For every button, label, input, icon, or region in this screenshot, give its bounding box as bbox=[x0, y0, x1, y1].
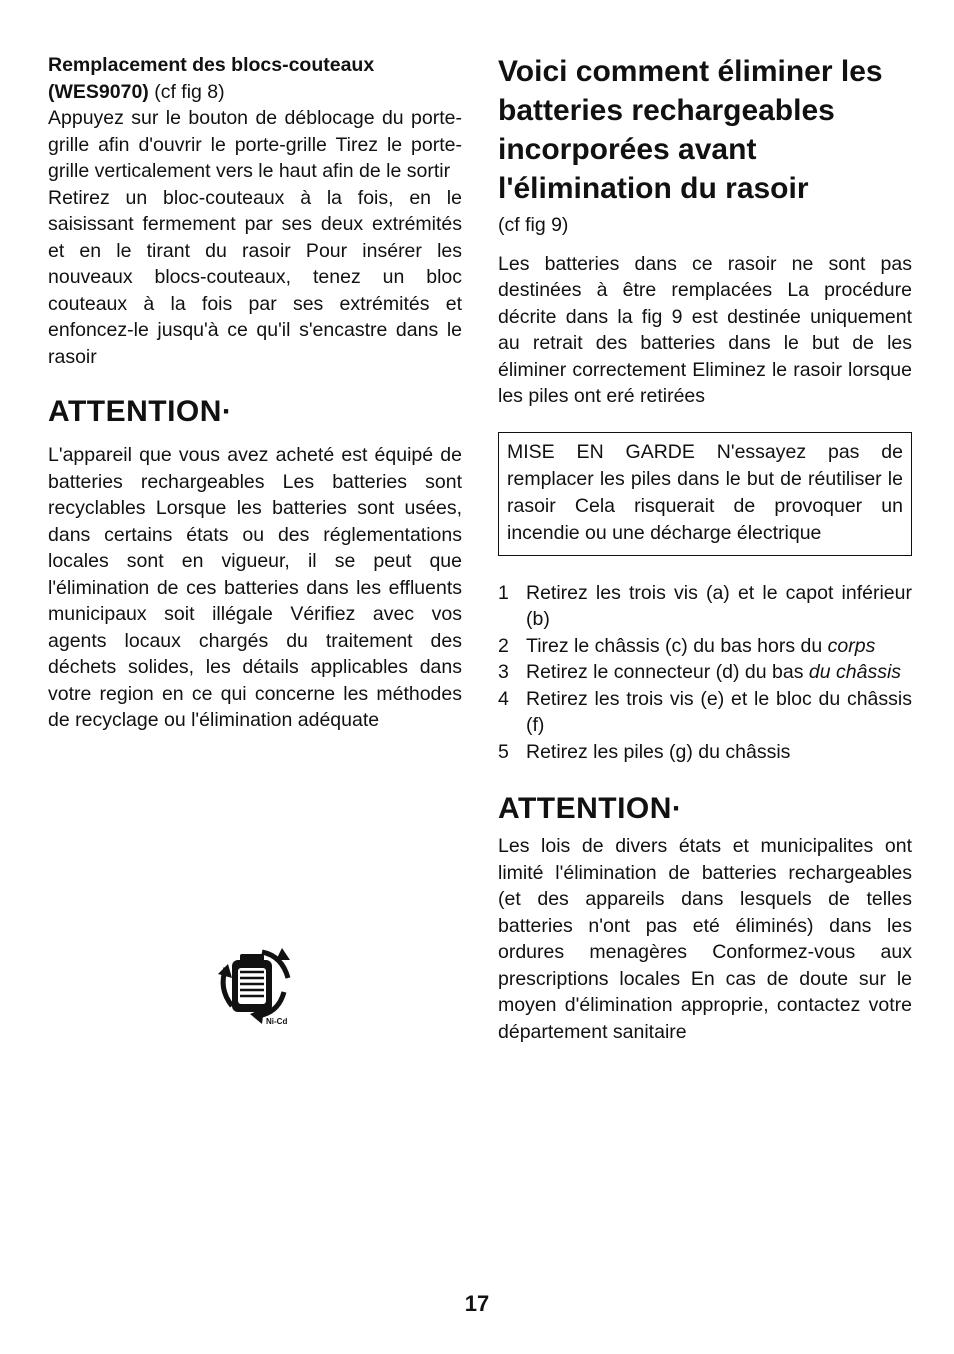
left-column bbox=[48, 52, 462, 734]
step-text-main: Retirez les piles (g) du châssis bbox=[526, 740, 791, 763]
step-text bbox=[526, 580, 912, 633]
battery-removal-title: Voici comment éliminer les batteries rechargeables incorporées avant l'élimination du rasoir bbox=[498, 55, 883, 205]
battery-recycling-icon bbox=[206, 938, 298, 1028]
heading-line-1: Remplacement des blocs-couteaux bbox=[48, 54, 375, 76]
step-text-main: Retirez les trois vis (e) et le bloc du châssis (f) bbox=[526, 687, 912, 736]
attention-heading: ATTENTION· bbox=[48, 395, 233, 428]
step-text bbox=[526, 739, 912, 766]
figure-reference: (cf fig 8) bbox=[148, 80, 225, 103]
step-text bbox=[526, 659, 912, 686]
step-number: 1 bbox=[498, 581, 509, 604]
warning-text: MISE EN GARDE N'essayez pas de remplacer les piles dans le but de réutiliser le rasoir Cela risquerait de provoquer un incendie ou une décharge électrique bbox=[507, 440, 903, 544]
page-number: 17 bbox=[464, 1291, 490, 1316]
removal-steps-list bbox=[498, 580, 912, 766]
list-item bbox=[498, 686, 912, 739]
model-number: (WES9070) bbox=[48, 80, 149, 103]
icon-caption: Ni-Cd bbox=[266, 1017, 288, 1026]
list-item bbox=[498, 739, 912, 766]
attention-text-recycling: L'appareil que vous avez acheté est équipé de batteries rechargeables Les batteries sont recyclables Lorsque les batteries sont usées, dans certains états ou des réglementations locales sont en vigueur, il se peut que l'élimination de ces batteries dans les effluents municipaux soit illégale Vérifiez avec vos agents locaux chargés du traitement des déchets solides, les détails applicables dans votre region en ce qui concerne les méthodes de recyclage ou l'élimination adéquate bbox=[48, 444, 462, 731]
step-text-main: Tirez le châssis (c) du bas hors du bbox=[526, 634, 828, 657]
section-heading-blade-replacement bbox=[48, 52, 462, 105]
attention-heading: ATTENTION· bbox=[498, 792, 683, 825]
list-item bbox=[498, 659, 912, 686]
paragraph-open-grill: Appuyez sur le bouton de déblocage du porte-grille afin d'ouvrir le porte-grille Tirez le porte-grille verticalement vers le haut afin de le sortir bbox=[48, 107, 462, 182]
right-column bbox=[498, 52, 912, 1045]
warning-box bbox=[498, 432, 912, 556]
step-text-italic: du châssis bbox=[808, 661, 902, 683]
paragraph-battery-intro: Les batteries dans ce rasoir ne sont pas destinées à être remplacées La procédure décrite dans la fig 9 est destinée uniquement au retrait des batteries dans le but de les éliminer correctement Eliminez le rasoir lorsque les piles ont eré retirées bbox=[498, 252, 912, 407]
attention-text-disposal: Les lois de divers états et municipalites ont limité l'élimination de batteries rechargeables (et des appareils dans lesquels de telles batteries n'ont pas eté éliminés) dans les ordures menagères Conformez-vous aux prescriptions locales En cas de doute sur le moyen d'élimination approprie, contactez votre département sanitaire bbox=[498, 835, 912, 1043]
paragraph-replace-blades: Retirez un bloc-couteaux à la fois, en le saisissant fermement par ses deux extrémités et en le tirant du rasoir Pour insérer les nouveaux blocs-couteaux, tenez un bloc couteaux à la fois par ses extrémités et enfoncez-le jusqu'à ce qu'il s'encastre dans le rasoir bbox=[48, 186, 462, 368]
figure-reference: (cf fig 9) bbox=[498, 214, 569, 236]
step-text bbox=[526, 686, 912, 739]
step-number: 2 bbox=[498, 634, 509, 657]
step-number: 5 bbox=[498, 740, 509, 763]
step-text-main: Retirez le connecteur (d) du bas bbox=[526, 661, 809, 683]
step-text-main: Retirez les trois vis (a) et le capot inférieur (b) bbox=[526, 581, 912, 630]
step-text-italic: corps bbox=[827, 634, 876, 657]
step-number: 4 bbox=[498, 687, 509, 710]
list-item bbox=[498, 633, 912, 660]
step-number: 3 bbox=[498, 661, 509, 683]
list-item bbox=[498, 580, 912, 633]
step-text bbox=[526, 633, 912, 660]
